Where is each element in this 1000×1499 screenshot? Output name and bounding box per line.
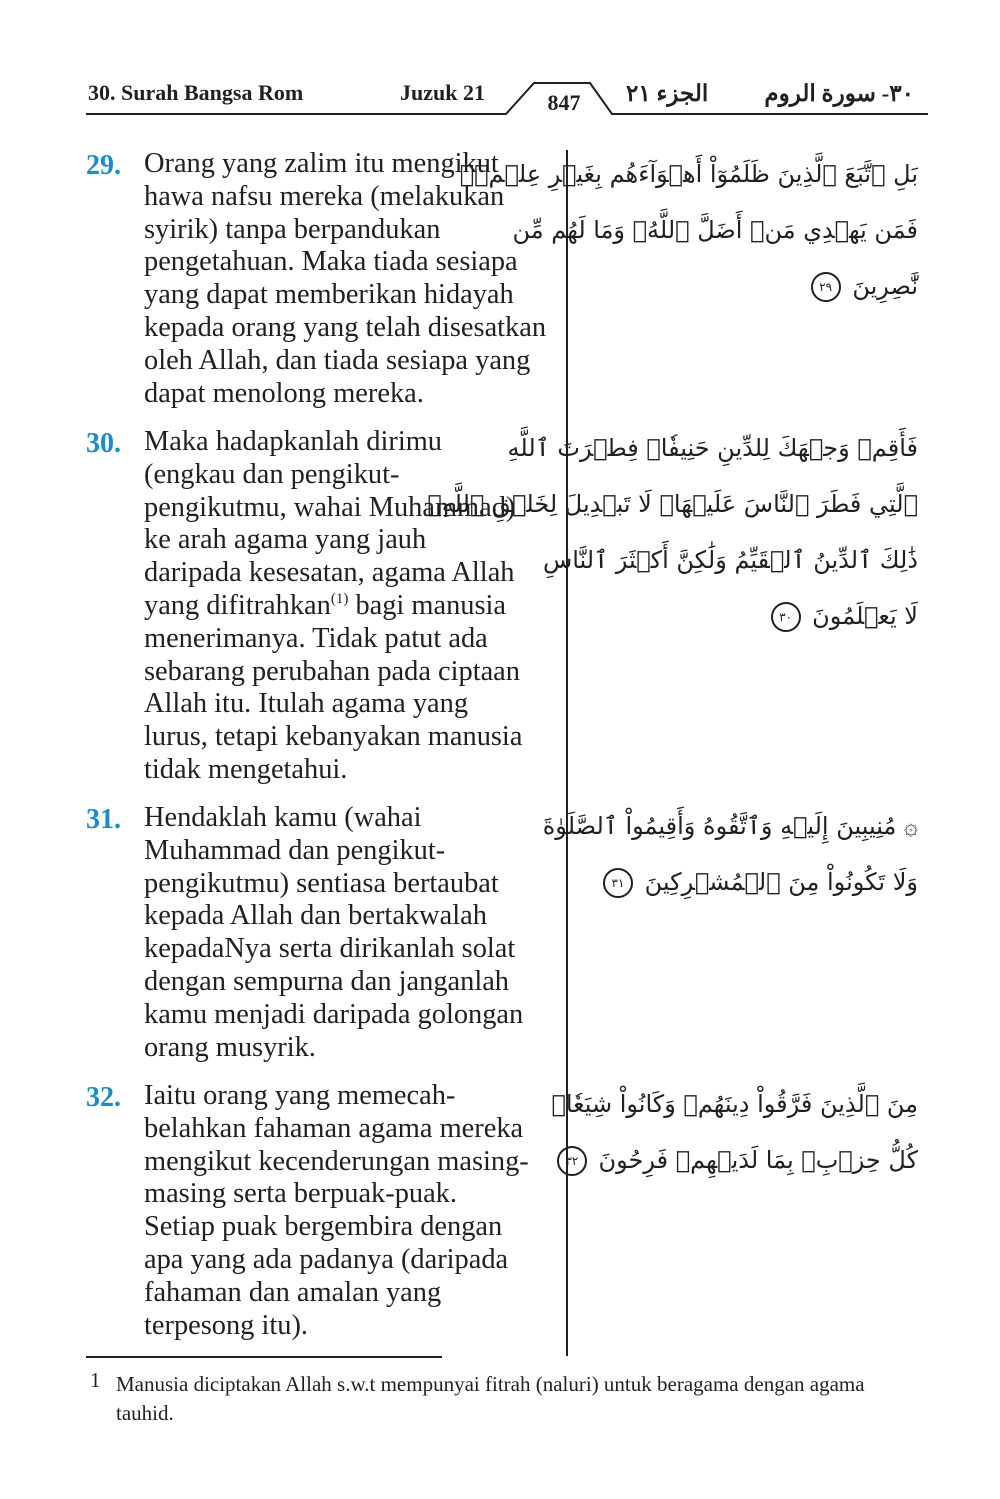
- header-arabic-surah: ٣٠- سورة الروم: [764, 81, 914, 106]
- header-surah-title: 30. Surah Bangsa Rom: [88, 80, 304, 105]
- translation-line: ke arah agama yang jauh: [144, 524, 427, 556]
- translation-line: mengikut kecenderungan masing-: [144, 1145, 529, 1177]
- verse-number: 30.: [86, 428, 121, 459]
- translation-line: menerimanya. Tidak patut ada: [144, 622, 488, 654]
- translation-line: pengikutmu, wahai Muhammad): [144, 491, 516, 523]
- translation-line: yang dapat memberikan hidayah: [144, 279, 514, 311]
- translation-line: pengikutmu) sentiasa bertaubat: [144, 867, 499, 899]
- translation-line: kamu menjadi daripada golongan: [144, 998, 524, 1030]
- header-arabic-juz: الجزء ٢١: [626, 81, 709, 106]
- header-rule: [0, 0, 1000, 130]
- footnote-number: 1: [90, 1368, 101, 1392]
- translation-line: masing serta berpuak-puak.: [144, 1178, 457, 1210]
- translation-line: fahaman dan amalan yang: [144, 1276, 442, 1308]
- arabic-line: ذَٰلِكَ ٱلدِّينُ ٱلۡقَيِّمُ وَلَٰكِنَّ أَكۡثَرَ ٱلنَّاسِ: [542, 546, 918, 574]
- translation-line: oleh Allah, dan tiada sesiapa yang: [144, 344, 531, 376]
- translation-line: Orang yang zalim itu mengikut: [144, 148, 499, 179]
- arabic-line: [578, 854, 918, 910]
- translation-line: apa yang ada padanya (daripada: [144, 1243, 509, 1275]
- arabic-line-text: كُلُّ حِزۡبِۭ بِمَا لَدَيۡهِمۡ فَرِحُونَ: [598, 1146, 918, 1174]
- translation-line: Muhammad dan pengikut-: [144, 834, 446, 866]
- translation-line: belahkan fahaman agama mereka: [144, 1112, 524, 1144]
- translation-line: terpesong itu).: [144, 1309, 308, 1341]
- translation-line: dapat menolong mereka.: [144, 377, 424, 409]
- arabic-line: فَمَن يَهۡدِي مَنۡ أَضَلَّ ٱللَّهُۖ وَمَا لَهُم مِّن: [512, 216, 918, 244]
- verse-translation: [144, 1080, 564, 1342]
- translation-line: Iaitu orang yang memecah-: [144, 1080, 456, 1111]
- ayah-end-marker-icon: ٢٩: [811, 272, 841, 302]
- arabic-verse: [551, 1076, 918, 1188]
- arabic-line: [578, 258, 918, 314]
- arabic-verse: [459, 146, 918, 314]
- translation-line: hawa nafsu mereka (melakukan: [144, 180, 505, 212]
- translation-line: kepadaNya serta dirikanlah solat: [144, 933, 516, 965]
- arabic-line: بَلِ ٱتَّبَعَ ٱلَّذِينَ ظَلَمُوٓاْ أَهۡوَآءَهُم بِغَيۡرِ عِلۡمٖۖ: [459, 160, 918, 188]
- translation-line: Maka hadapkanlah dirimu: [144, 426, 443, 457]
- header-juz-label: Juzuk 21: [400, 80, 485, 105]
- footnote-reference[interactable]: (1): [330, 590, 349, 607]
- translation-line: dengan sempurna dan janganlah: [144, 965, 510, 997]
- arabic-line: مِنَ ٱلَّذِينَ فَرَّقُواْ دِينَهُمۡ وَكَانُواْ شِيَعٗاۖ: [551, 1090, 918, 1118]
- translation-text: yang difitrahkan: [144, 589, 331, 621]
- translation-line: lurus, tetapi kebanyakan manusia: [144, 721, 523, 753]
- arabic-line-text: نَّٰصِرِينَ: [852, 272, 918, 300]
- verse-number: 29.: [86, 150, 121, 181]
- arabic-line-text: وَلَا تَكُونُواْ مِنَ ٱلۡمُشۡرِكِينَ: [644, 868, 918, 896]
- translation-line: Setiap puak bergembira dengan: [144, 1211, 503, 1243]
- arabic-line: [578, 588, 918, 644]
- arabic-line-text: لَا يَعۡلَمُونَ: [812, 602, 918, 630]
- arabic-line: ٱلَّتِي فَطَرَ ٱلنَّاسَ عَلَيۡهَاۚ لَا تَبۡدِيلَ لِخَلۡقِ ٱللَّهِۚ: [427, 490, 918, 518]
- arabic-verse: [542, 798, 918, 910]
- page-number: 847: [547, 90, 581, 115]
- translation-line: orang musyrik.: [144, 1031, 316, 1063]
- arabic-line: [565, 1132, 918, 1188]
- translation-line: daripada kesesatan, agama Allah: [144, 557, 515, 589]
- ayah-end-marker-icon: ٣١: [603, 868, 633, 898]
- translation-line: (engkau dan pengikut-: [144, 458, 400, 490]
- arabic-line: ۞ مُنِيبِينَ إِلَيۡهِ وَٱتَّقُوهُ وَأَقِيمُواْ ٱلصَّلَوٰةَ: [542, 812, 918, 840]
- verse-number: 32.: [86, 1082, 121, 1113]
- translation-line: Hendaklah kamu (wahai: [144, 802, 422, 833]
- translation-line: tidak mengetahui.: [144, 753, 348, 785]
- footnote-text: Manusia diciptakan Allah s.w.t mempunyai fitrah (naluri) untuk beragama dengan agama tauhid.: [116, 1372, 865, 1425]
- footnote-rule: [86, 1356, 442, 1358]
- translation-line: [144, 590, 564, 623]
- translation-line: kepada orang yang telah disesatkan: [144, 311, 547, 343]
- translation-line: sebarang perubahan pada ciptaan: [144, 655, 520, 687]
- arabic-line: فَأَقِمۡ وَجۡهَكَ لِلدِّينِ حَنِيفٗاۚ فِطۡرَتَ ٱللَّهِ: [507, 434, 918, 462]
- translation-line: Allah itu. Itulah agama yang: [144, 688, 469, 720]
- translation-line: pengetahuan. Maka tiada sesiapa: [144, 246, 518, 278]
- verse-translation: [144, 802, 564, 1064]
- translation-line: syirik) tanpa berpandukan: [144, 213, 441, 245]
- translation-line: kepada Allah dan bertakwalah: [144, 900, 487, 932]
- ayah-end-marker-icon: ٣٠: [771, 602, 801, 632]
- ayah-end-marker-icon: ٣٢: [557, 1146, 587, 1176]
- translation-text: bagi manusia: [348, 589, 507, 621]
- verse-number: 31.: [86, 804, 121, 835]
